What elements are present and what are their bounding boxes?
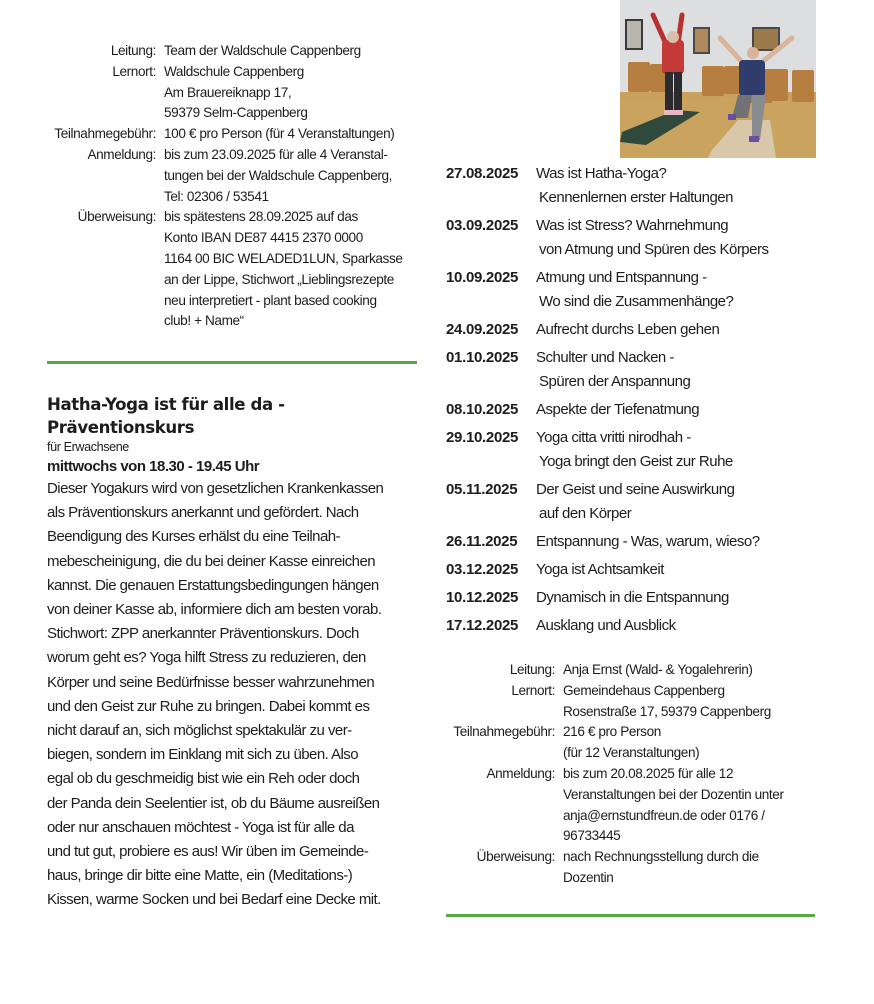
course-description-line: Kissen, warme Socken und bei Bedarf eine Decke mit. bbox=[47, 891, 381, 909]
info-value-line: Am Brauereiknapp 17, bbox=[164, 84, 292, 100]
course-description-line: und tut gut, probiere es aus! Wir üben im Gemeinde- bbox=[47, 843, 369, 861]
info-value-line: bis zum 23.09.2025 für alle 4 Veranstal- bbox=[164, 146, 388, 162]
info-value-line: Rosenstraße 17, 59379 Cappenberg bbox=[563, 703, 771, 719]
info-value-line: neu interpretiert - plant based cooking bbox=[164, 292, 377, 308]
info-value-line: Anja Ernst (Wald- & Yogalehrerin) bbox=[563, 662, 753, 677]
info-value-line: Konto IBAN DE87 4415 2370 0000 bbox=[164, 230, 363, 246]
session-topic-line: Was ist Stress? Wahrnehmung bbox=[536, 217, 729, 234]
info-row bbox=[47, 124, 419, 145]
info-label: Teilnahmegebühr: bbox=[54, 126, 156, 142]
info-row bbox=[47, 62, 419, 124]
session-item bbox=[446, 586, 836, 610]
previous-course-info bbox=[47, 41, 419, 332]
info-label: Lernort: bbox=[511, 682, 555, 698]
info-value-line: Team der Waldschule Cappenberg bbox=[164, 43, 361, 58]
info-value-line: Veranstaltungen bei der Dozentin unter bbox=[563, 786, 784, 802]
session-date: 08.10.2025 bbox=[446, 401, 519, 418]
session-date: 17.12.2025 bbox=[446, 617, 519, 634]
session-topic bbox=[536, 318, 719, 342]
session-item bbox=[446, 558, 836, 582]
info-value-line: anja@ernstundfreun.de oder 0176 / bbox=[563, 807, 765, 823]
course-description-line: kannst. Die genauen Erstattungsbedingungen hängen bbox=[47, 576, 379, 594]
info-value-line: bis zum 20.08.2025 für alle 12 bbox=[563, 765, 734, 781]
course-description-line: Dieser Yogakurs wird von gesetzlichen Krankenkassen bbox=[47, 480, 384, 497]
course-description-line: haus, bringe dir bitte eine Matte, ein (Meditations-) bbox=[47, 867, 353, 885]
session-topic bbox=[536, 530, 760, 554]
session-topic-line: Ausklang und Ausblick bbox=[536, 617, 676, 634]
info-row bbox=[446, 722, 818, 764]
session-item bbox=[446, 214, 836, 262]
info-value-line: tungen bei der Waldschule Cappenberg, bbox=[164, 167, 393, 183]
info-value bbox=[164, 145, 419, 207]
info-value-line: 100 € pro Person (für 4 Veranstaltungen) bbox=[164, 126, 395, 142]
session-topic-line: Kennenlernen erster Haltungen bbox=[539, 189, 733, 206]
course-description-line: biegen, sondern im Einklang mit sich zu üben. Also bbox=[47, 746, 359, 764]
course-description-line: Stichwort: ZPP anerkannter Präventionskurs. Doch bbox=[47, 625, 359, 643]
session-item bbox=[446, 346, 836, 394]
info-row bbox=[446, 681, 818, 723]
course-description-line: Körper und seine Bedürfnisse besser wahrzunehmen bbox=[47, 673, 375, 691]
session-topic bbox=[536, 266, 733, 314]
info-label: Überweisung: bbox=[476, 849, 555, 865]
session-date: 05.11.2025 bbox=[446, 481, 518, 498]
session-item bbox=[446, 614, 836, 638]
session-topic-line: Aufrecht durchs Leben gehen bbox=[536, 321, 720, 338]
info-value-line: Tel: 02306 / 53541 bbox=[164, 188, 269, 204]
session-item bbox=[446, 426, 836, 474]
info-value-line: bis spätestens 28.09.2025 auf das bbox=[164, 209, 358, 225]
course-schedule: mittwochs von 18.30 - 19.45 Uhr bbox=[47, 458, 260, 475]
info-row bbox=[47, 145, 419, 207]
yoga-course-info bbox=[446, 660, 818, 889]
course-description-line: mebescheinigung, die du bei deiner Kasse einreichen bbox=[47, 552, 376, 570]
info-value-line: an der Lippe, Stichwort „Lieblingsrezepte bbox=[164, 271, 394, 287]
info-value bbox=[563, 660, 818, 681]
course-title-line-1: Hatha-Yoga ist für alle da - bbox=[47, 395, 285, 414]
session-topic-line: Aspekte der Tiefenatmung bbox=[536, 401, 700, 418]
session-item bbox=[446, 162, 836, 210]
info-label: Überweisung: bbox=[77, 209, 156, 225]
session-date: 24.09.2025 bbox=[446, 321, 519, 338]
info-label: Anmeldung: bbox=[486, 765, 555, 781]
session-item bbox=[446, 266, 836, 314]
session-date: 03.09.2025 bbox=[446, 217, 519, 234]
yoga-photo-illustration bbox=[620, 0, 816, 158]
info-row bbox=[446, 764, 818, 847]
info-value-line: Gemeindehaus Cappenberg bbox=[563, 682, 725, 698]
info-value bbox=[164, 62, 419, 124]
course-description-line: nicht darauf an, sich möglichst spektakulär zu ver- bbox=[47, 722, 352, 740]
session-topic bbox=[536, 478, 734, 526]
course-description-line: der Panda dein Seelentier ist, ob du Bäume ausreißen bbox=[47, 794, 380, 812]
session-topic-line: Atmung und Entspannung - bbox=[536, 269, 707, 286]
session-topic-line: Yoga citta vritti nirodhah - bbox=[536, 429, 691, 446]
info-value-line: 216 € pro Person bbox=[563, 724, 661, 740]
course-section bbox=[47, 393, 427, 913]
session-item bbox=[446, 478, 836, 526]
info-value-line: 59379 Selm-Cappenberg bbox=[164, 105, 308, 121]
info-label: Lernort: bbox=[112, 63, 156, 79]
session-topic-line: Was ist Hatha-Yoga? bbox=[536, 165, 667, 182]
session-topic-line: auf den Körper bbox=[539, 505, 632, 522]
info-label: Leitung: bbox=[509, 662, 555, 677]
info-row bbox=[47, 207, 419, 332]
session-topic-line: Der Geist und seine Auswirkung bbox=[536, 481, 735, 498]
course-description-line: und den Geist zur Ruhe zu bringen. Dabei kommt es bbox=[47, 697, 370, 715]
session-date: 10.12.2025 bbox=[446, 589, 519, 606]
info-value-line: Waldschule Cappenberg bbox=[164, 63, 304, 79]
info-row bbox=[47, 41, 419, 62]
session-topic bbox=[536, 214, 769, 262]
course-description-line: Beendigung des Kurses erhälst du eine Teilnah- bbox=[47, 528, 340, 546]
course-audience: für Erwachsene bbox=[47, 440, 129, 454]
session-topic-line: Wo sind die Zusammenhänge? bbox=[539, 293, 734, 310]
session-topic-line: Yoga bringt den Geist zur Ruhe bbox=[539, 453, 733, 470]
session-topic bbox=[536, 586, 729, 610]
course-title-line-2: Präventionskurs bbox=[47, 418, 195, 437]
course-description bbox=[47, 477, 427, 913]
session-item bbox=[446, 530, 836, 554]
info-label: Teilnahmegebühr: bbox=[453, 724, 555, 740]
info-value-line: club! + Name“ bbox=[164, 313, 244, 329]
divider-line bbox=[47, 361, 417, 364]
info-value bbox=[563, 847, 818, 889]
session-topic bbox=[536, 426, 733, 474]
session-item bbox=[446, 398, 836, 422]
session-topic-line: Entspannung - Was, warum, wieso? bbox=[536, 533, 760, 550]
course-description-line: von deiner Kasse ab, informiere dich am besten vorab. bbox=[47, 601, 382, 619]
session-topic bbox=[536, 398, 699, 422]
session-topic-line: Dynamisch in die Entspannung bbox=[536, 589, 729, 606]
session-list bbox=[446, 162, 836, 642]
session-topic-line: Spüren der Anspannung bbox=[539, 373, 691, 390]
course-title bbox=[47, 393, 427, 439]
info-label: Leitung: bbox=[110, 43, 156, 58]
divider-line bbox=[446, 914, 815, 917]
course-description-line: worum geht es? Yoga hilft Stress zu reduzieren, den bbox=[47, 649, 366, 667]
session-topic bbox=[536, 614, 676, 638]
info-row bbox=[446, 847, 818, 889]
info-value bbox=[164, 207, 419, 332]
course-description-line: oder nur anschauen möchtest - Yoga ist für alle da bbox=[47, 818, 354, 836]
info-label: Anmeldung: bbox=[87, 146, 156, 162]
session-date: 01.10.2025 bbox=[446, 349, 519, 366]
info-value-line: nach Rechnungsstellung durch die bbox=[563, 849, 759, 865]
session-topic bbox=[536, 558, 664, 582]
info-value-line: (für 12 Veranstaltungen) bbox=[563, 745, 700, 761]
session-date: 10.09.2025 bbox=[446, 269, 519, 286]
session-date: 03.12.2025 bbox=[446, 561, 519, 578]
session-topic-line: von Atmung und Spüren des Körpers bbox=[539, 241, 769, 258]
session-date: 27.08.2025 bbox=[446, 165, 519, 182]
session-topic-line: Yoga ist Achtsamkeit bbox=[536, 561, 664, 578]
info-value bbox=[164, 41, 419, 62]
session-item bbox=[446, 318, 836, 342]
info-value bbox=[563, 681, 818, 723]
info-value-line: 96733445 bbox=[563, 828, 621, 844]
session-date: 29.10.2025 bbox=[446, 429, 519, 446]
info-value-line: Dozentin bbox=[563, 869, 614, 885]
course-description-line: egal ob du geschmeidig bist wie ein Reh oder doch bbox=[47, 770, 360, 788]
info-value-line: 1164 00 BIC WELADED1LUN, Sparkasse bbox=[164, 250, 403, 266]
info-value bbox=[164, 124, 419, 145]
session-topic-line: Schulter und Nacken - bbox=[536, 349, 674, 366]
info-value bbox=[563, 722, 818, 764]
yoga-photo bbox=[620, 0, 816, 158]
session-topic bbox=[536, 346, 690, 394]
session-topic bbox=[536, 162, 733, 210]
course-description-line: als Präventionskurs anerkannt und gefördert. Nach bbox=[47, 504, 359, 522]
info-row bbox=[446, 660, 818, 681]
session-date: 26.11.2025 bbox=[446, 533, 518, 550]
info-value bbox=[563, 764, 818, 847]
